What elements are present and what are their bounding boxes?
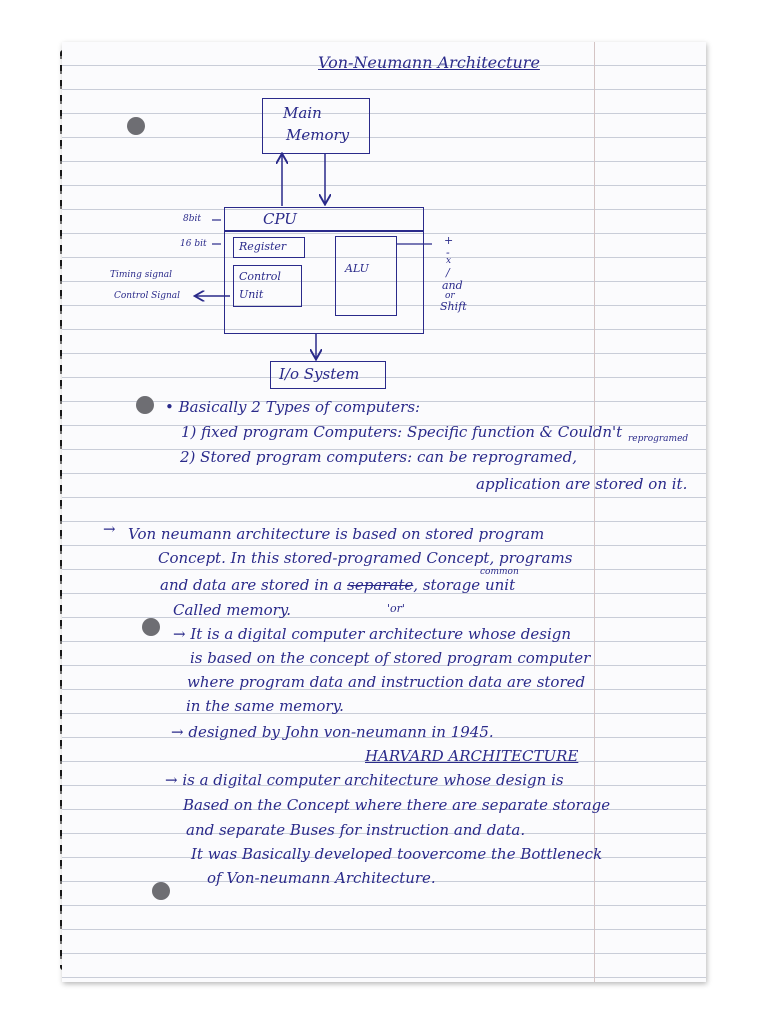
- harvard-title: HARVARD ARCHITECTURE: [365, 747, 579, 765]
- designed-by: → designed by John von-neumann in 1945.: [171, 723, 494, 741]
- vn-bullet-arrow: →: [103, 520, 116, 538]
- vn-line-3-start: and data are stored in a: [160, 576, 343, 594]
- control-unit-label-1: Control: [239, 270, 281, 283]
- alu-op-or: or: [445, 291, 455, 301]
- vn-line-3-struck-word: separate: [347, 576, 414, 594]
- vn-or: 'or': [387, 602, 405, 615]
- main-memory-label-2: Memory: [286, 126, 350, 144]
- cpu-label: CPU: [263, 210, 297, 228]
- bits-16-label: 16 bit: [180, 239, 207, 249]
- def-line-4: in the same memory.: [186, 697, 344, 715]
- harvard-line-2: Based on the Concept where there are separate storage: [183, 796, 611, 814]
- harvard-line-3: and separate Buses for instruction and data.: [186, 821, 526, 839]
- vn-line-3: and data are stored in a separate, storage unit: [160, 576, 516, 594]
- alu-op-plus: +: [444, 234, 454, 247]
- register-label: Register: [239, 240, 287, 253]
- type-fixed-program: 1) fixed program Computers: Specific function & Couldn't: [181, 423, 623, 441]
- def-line-2: is based on the concept of stored program computer: [190, 649, 591, 667]
- control-signal-label: Control Signal: [114, 291, 181, 301]
- vn-line-2: Concept. In this stored-programed Concept, programs: [158, 549, 573, 567]
- control-unit-label-2: Unit: [239, 288, 264, 301]
- def-line-3: where program data and instruction data are stored: [187, 673, 586, 691]
- alu-op-and: and: [442, 279, 463, 292]
- harvard-line-4: It was Basically developed toovercome the Bottleneck: [191, 845, 603, 863]
- alu-op-multiply: x: [446, 256, 452, 266]
- page-title: Von-Neumann Architecture: [318, 53, 540, 72]
- timing-signal-label: Timing signal: [110, 270, 173, 280]
- type-stored-continued: application are stored on it.: [476, 475, 688, 493]
- vn-line-3-superscript: common: [480, 567, 519, 577]
- harvard-line-1: → is a digital computer architecture whose design is: [165, 771, 564, 789]
- vn-line-4: Called memory.: [173, 601, 292, 619]
- alu-label: ALU: [345, 262, 369, 275]
- io-system-label: I/o System: [279, 365, 360, 383]
- alu-op-divide: /: [446, 266, 450, 279]
- vn-line-1: Von neumann architecture is based on stored program: [128, 525, 545, 543]
- alu-op-minus: -: [446, 246, 450, 259]
- type-stored-program: 2) Stored program computers: can be reprogramed,: [180, 448, 577, 466]
- types-heading: • Basically 2 Types of computers:: [165, 398, 421, 416]
- main-memory-label-1: Main: [283, 104, 322, 122]
- alu-op-shift: Shift: [440, 300, 467, 313]
- vn-line-3-end: storage unit: [422, 576, 516, 594]
- harvard-line-5: of Von-neumann Architecture.: [207, 869, 436, 887]
- type-fixed-superscript: reprogramed: [628, 434, 689, 444]
- def-line-1: → It is a digital computer architecture whose design: [173, 625, 572, 643]
- bits-8-label: 8bit: [183, 214, 201, 224]
